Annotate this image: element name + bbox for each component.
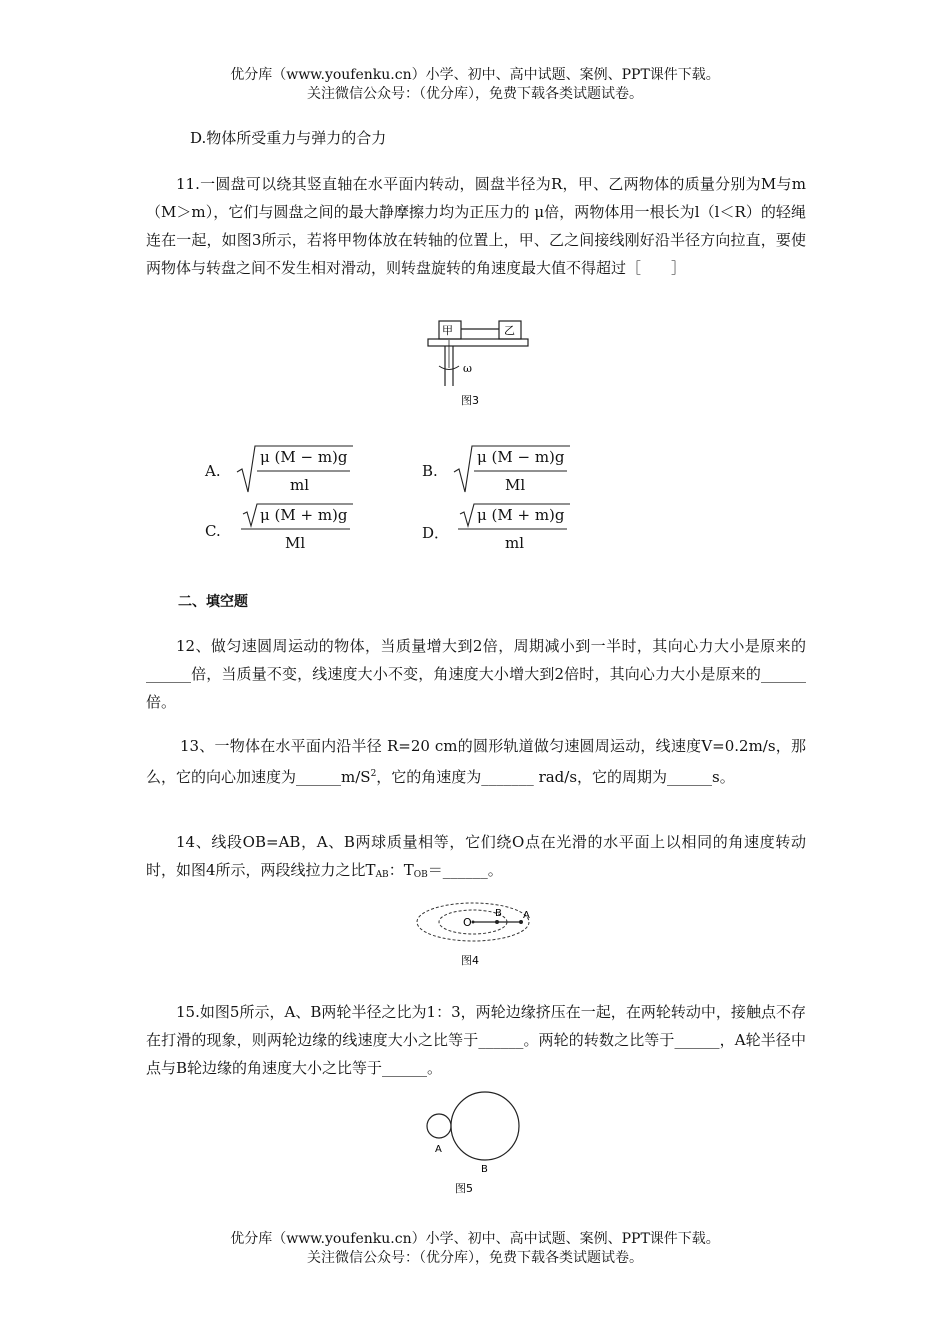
q11-option-b-numerator: μ (M − m)g <box>477 448 565 466</box>
q15-text: 15.如图5所示，A、B两轮半径之比为1：3，两轮边缘挤压在一起，在两轮转动中，接触点不存在打滑的现象，则两轮边缘的线速度大小之比等于______。两轮的转数之比等于______，A轮半径中点与B轮边缘的角速度大小之比等于______。 <box>146 1003 806 1077</box>
q13-part1: 13、一物体在水平面内沿半径 R=20 cm的圆形轨道做匀速圆周运动，线速度V=0.2m/s，那么，它的向心加速度为______m/S <box>146 737 806 786</box>
q14-text <box>146 828 806 889</box>
q11-option-b-label: B. <box>422 462 438 480</box>
q14-part2: ：T <box>388 861 414 879</box>
q11-option-a-label: A. <box>205 462 221 480</box>
q13-sup: 2 <box>370 769 377 779</box>
q11-option-d-numerator: μ (M + m)g <box>477 506 565 524</box>
fig5-label-b: B <box>481 1164 488 1175</box>
footer-line-1: 优分库（www.youfenku.cn）小学、初中、高中试题、案例、PPT课件下载。 <box>230 1231 720 1247</box>
fig5-wheel-a <box>427 1114 451 1138</box>
q11-options <box>200 440 580 560</box>
fig3-label-jia: 甲 <box>442 324 453 337</box>
q13-text <box>146 732 806 791</box>
fig5-wheel-b <box>451 1092 519 1160</box>
q14-sub-ob: OB <box>413 870 428 880</box>
q11-option-c-denominator: Ml <box>285 534 306 552</box>
fig4-label-a: A <box>523 910 530 921</box>
q11-option-a-denominator: ml <box>290 476 310 494</box>
fig3-omega: ω <box>463 362 472 375</box>
q14-part3: ＝______。 <box>427 861 503 879</box>
footer-line-2: 关注微信公众号：（优分库），免费下载各类试题试卷。 <box>307 1250 643 1266</box>
figure-5 <box>425 1088 525 1198</box>
q11-option-d-denominator: ml <box>505 534 525 552</box>
fig4-label-o: O <box>463 916 472 929</box>
q11-option-a-numerator: μ (M − m)g <box>260 448 348 466</box>
q14-sub-ab: AB <box>375 870 389 880</box>
fig4-label-b: B <box>495 908 502 919</box>
header-line-2: 关注微信公众号：（优分库），免费下载各类试题试卷。 <box>307 86 643 102</box>
fig4-point-o <box>472 921 475 924</box>
q10-option-d: D.物体所受重力与弹力的合力 <box>190 129 387 147</box>
fig3-caption: 图3 <box>461 394 479 407</box>
fig3-disk <box>428 339 528 346</box>
q13-part2: ，它的角速度为_______ rad/s，它的周期为______s。 <box>376 768 735 786</box>
q11-text: 11.一圆盘可以绕其竖直轴在水平面内转动，圆盘半径为R，甲、乙两物体的质量分别为M与m（M＞m），它们与圆盘之间的最大静摩擦力均为正压力的 μ倍，两物体用一根长为l（l＜R）的轻绳连在一起，如图3所示，若将甲物体放在转轴的位置上，甲、乙之间接线刚好沿半径方向拉直，要使两物体与转盘之间不发生相对滑动，则转盘旋转的角速度最大值不得超过［ ］ <box>146 175 806 277</box>
q11-option-c-label: C. <box>205 522 221 540</box>
fig3-label-yi: 乙 <box>504 324 515 337</box>
fig5-label-a: A <box>435 1144 442 1155</box>
q11-option-b-denominator: Ml <box>505 476 526 494</box>
header-line-1: 优分库（www.youfenku.cn）小学、初中、高中试题、案例、PPT课件下载。 <box>230 67 720 83</box>
figure-4 <box>415 900 537 972</box>
figure-3 <box>425 318 535 410</box>
q11-option-c-numerator: μ (M + m)g <box>260 506 348 524</box>
fig4-ball-b <box>495 920 499 924</box>
q14-part1: 14、线段OB=AB，A、B两球质量相等，它们绕O点在光滑的水平面上以相同的角速度转动时，如图4所示，两段线拉力之比T <box>146 833 806 879</box>
q11-option-d-label: D． <box>422 524 450 542</box>
page-header <box>0 66 950 104</box>
fig5-caption: 图5 <box>455 1182 473 1195</box>
section-2-title: 二、填空题 <box>178 594 248 610</box>
fig4-caption: 图4 <box>461 954 479 967</box>
page-footer <box>0 1230 950 1268</box>
q12-text: 12、做匀速圆周运动的物体，当质量增大到2倍，周期减小到一半时，其向心力大小是原来的______倍，当质量不变，线速度大小不变，角速度大小增大到2倍时，其向心力大小是原来的______倍。 <box>146 637 806 711</box>
